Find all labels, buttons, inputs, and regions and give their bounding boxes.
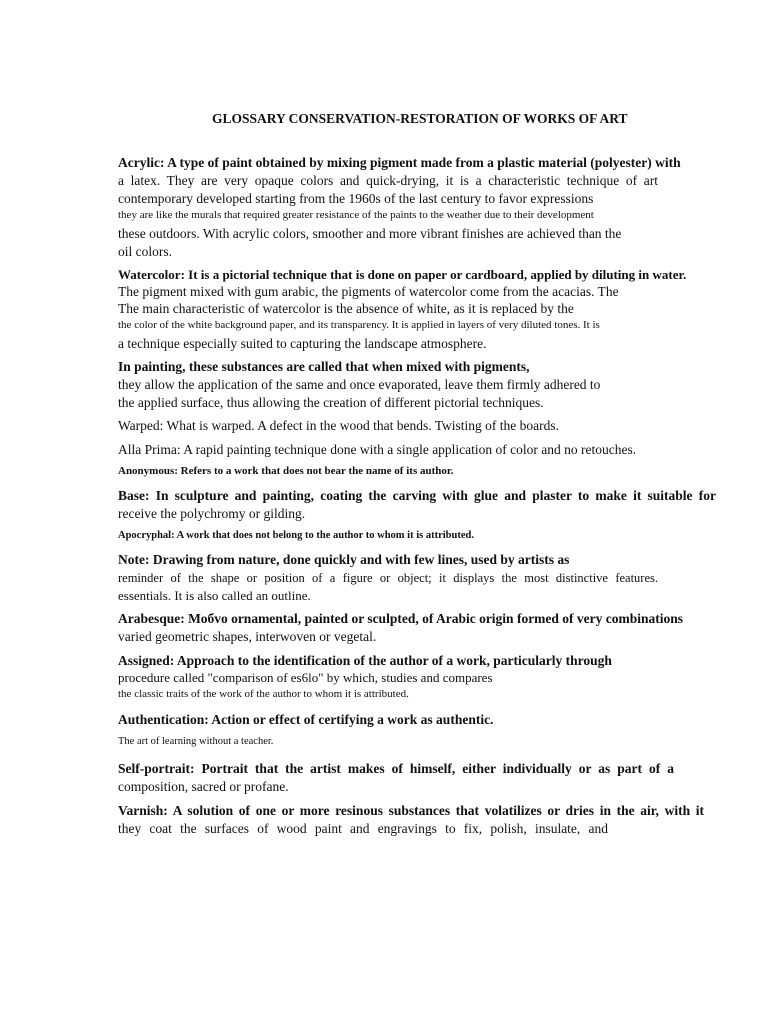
entry-self-portrait-line: composition, sacred or profane. xyxy=(118,779,289,794)
entry-note-line: essentials. It is also called an outline. xyxy=(118,588,311,603)
entry-painting-line: they allow the application of the same and once evaporated, leave them firmly adhered to xyxy=(118,377,601,392)
entry-watercolor-line: The pigment mixed with gum arabic, the pigments of watercolor come from the acacias. The xyxy=(118,284,619,299)
entry-base-term: Base: In sculpture and painting, coating the carving with glue and plaster to make it suitable for xyxy=(118,488,716,503)
entry-acrylic-term: Acrylic: A type of paint obtained by mixing pigment made from a plastic material (polyester) with xyxy=(118,155,681,170)
entry-assigned-term: Assigned: Approach to the identification of the author of a work, particularly through xyxy=(118,653,612,668)
entry-arabesque-term: Arabesque: Мобvо ornamental, painted or sculpted, of Arabic origin formed of very combinations xyxy=(118,611,684,626)
entry-arabesque-line: varied geometric shapes, interwoven or vegetal. xyxy=(118,629,377,644)
entry-note-line: reminder of the shape or position of a figure or object; it displays the most distinctive features. xyxy=(118,571,658,585)
entry-acrylic-line: these outdoors. With acrylic colors, smoother and more vibrant finishes are achieved than the xyxy=(118,226,622,241)
entry-varnish-line: they coat the surfaces of wood paint and engravings to fix, polish, insulate, and xyxy=(118,821,608,836)
entry-warped: Warped: What is warped. A defect in the wood that bends. Twisting of the boards. xyxy=(118,418,559,433)
entry-acrylic-line: they are like the murals that required greater resistance of the paints to the weather due to their development xyxy=(118,209,594,221)
entry-acrylic-line: oil colors. xyxy=(118,244,172,259)
entry-watercolor-line: the color of the white background paper, and its transparency. It is applied in layers of very diluted tones. It is xyxy=(118,319,600,331)
entry-varnish-term: Varnish: A solution of one or more resinous substances that volatilizes or dries in the air, with it xyxy=(118,803,704,818)
entry-painting-line: the applied surface, thus allowing the creation of different pictorial techniques. xyxy=(118,395,544,410)
entry-self-portrait-term: Self-portrait: Portrait that the artist makes of himself, either individually or as part of a xyxy=(118,761,674,776)
entry-acrylic-line: a latex. They are very opaque colors and quick-drying, it is a characteristic technique of art xyxy=(118,173,658,188)
entry-alla-prima: Alla Prima: A rapid painting technique done with a single application of color and no retouches. xyxy=(118,442,637,457)
entry-watercolor-line: The main characteristic of watercolor is the absence of white, as it is replaced by the xyxy=(118,301,574,316)
entry-assigned-line: the classic traits of the work of the author to whom it is attributed. xyxy=(118,688,409,700)
entry-note-term: Note: Drawing from nature, done quickly and with few lines, used by artists as xyxy=(118,552,570,567)
entry-assigned-line: procedure called "comparison of es6lo" by which, studies and compares xyxy=(118,670,493,685)
entry-base-line: receive the polychromy or gilding. xyxy=(118,506,306,521)
entry-anonymous: Anonymous: Refers to a work that does not bear the name of its author. xyxy=(118,465,454,477)
entry-self-taught: The art of learning without a teacher. xyxy=(118,736,274,747)
entry-watercolor-term: Watercolor: It is a pictorial technique that is done on paper or cardboard, applied by diluting in water. xyxy=(118,267,687,282)
entry-acrylic-line: contemporary developed starting from the 1960s of the last century to favor expressions xyxy=(118,191,594,206)
entry-painting-term: In painting, these substances are called that when mixed with pigments, xyxy=(118,359,530,374)
entry-authentication: Authentication: Action or effect of certifying a work as authentic. xyxy=(118,712,494,727)
entry-apocryphal: Apocryphal: A work that does not belong to the author to whom it is attributed. xyxy=(118,530,474,541)
entry-watercolor-line: a technique especially suited to capturing the landscape atmosphere. xyxy=(118,336,487,351)
document-title: GLOSSARY CONSERVATION-RESTORATION OF WORKS OF ART xyxy=(212,111,628,126)
